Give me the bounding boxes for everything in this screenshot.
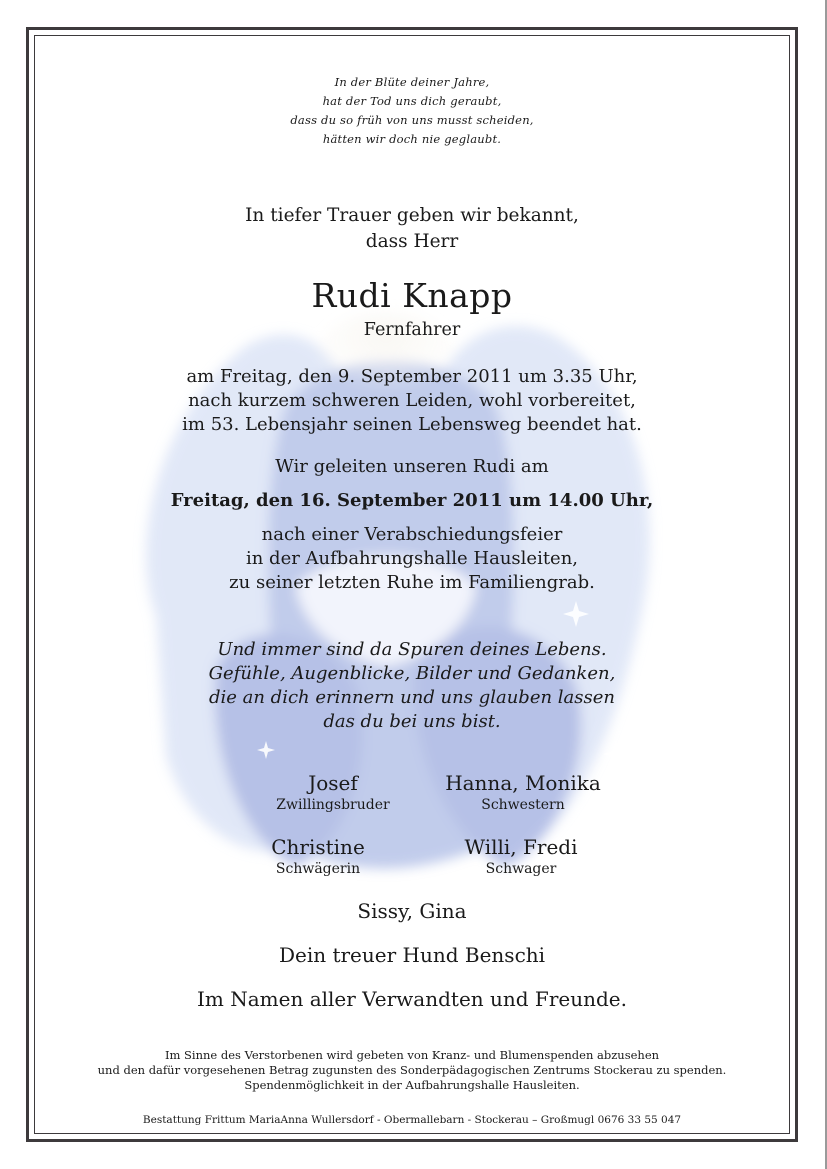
mourner-dog: Dein treuer Hund Benschi [278, 943, 546, 967]
announcement [34, 203, 790, 255]
mourner-relation: Schwager [485, 861, 557, 877]
memorial-line: Gefühle, Augenblicke, Bilder und Gedanken, [208, 663, 616, 684]
opening-poem [34, 73, 790, 149]
mourner-names: Christine [271, 835, 365, 859]
funeral-details [34, 523, 790, 595]
memorial-verse [34, 638, 790, 734]
death-notice-line: nach kurzem schweren Leiden, wohl vorbereitet, [188, 390, 636, 411]
mourner-relation: Schwägerin [275, 861, 361, 877]
poem-line: In der Blüte deiner Jahre, [334, 75, 490, 89]
mourner-relatives: Im Namen aller Verwandten und Freunde. [197, 987, 627, 1011]
funeral-detail-line: nach einer Verabschiedungsfeier [261, 524, 563, 545]
memorial-line: die an dich erinnern und uns glauben lassen [208, 687, 616, 708]
funeral-detail-line: in der Aufbahrungshalle Hausleiten, [245, 548, 579, 569]
funeral-home-footer: Bestattung Frittum MariaAnna Wullersdorf - Obermallebarn - Stockerau – Großmugl 0676 33 55 047 [142, 1114, 682, 1126]
memorial-line: Und immer sind da Spuren deines Lebens. [217, 639, 607, 660]
mourner-relation: Zwillingsbruder [276, 797, 390, 813]
mourner-names: Willi, Fredi [464, 835, 578, 859]
donation-line: Im Sinne des Verstorbenen wird gebeten von Kranz- und Blumenspenden abzusehen [164, 1048, 660, 1062]
announcement-line: In tiefer Trauer geben wir bekannt, [245, 205, 579, 226]
death-notice-line: im 53. Lebensjahr seinen Lebensweg beendet hat. [182, 414, 642, 435]
announcement-line: dass Herr [365, 231, 459, 252]
donation-line: und den dafür vorgesehenen Betrag zugunsten des Sonderpädagogischen Zentrums Stockerau zu spenden. [97, 1063, 727, 1077]
memorial-line: das du bei uns bist. [323, 711, 501, 732]
mourner-relation: Schwestern [481, 797, 565, 813]
funeral-date: Freitag, den 16. September 2011 um 14.00 Uhr, [170, 490, 654, 511]
mourner-sissy-gina: Sissy, Gina [357, 899, 467, 923]
funeral-intro: Wir geleiten unseren Rudi am [275, 456, 549, 477]
poem-line: hat der Tod uns dich geraubt, [322, 94, 502, 108]
funeral-detail-line: zu seiner letzten Ruhe im Familiengrab. [229, 572, 595, 593]
deceased-profession: Fernfahrer [363, 320, 461, 340]
deceased-name: Rudi Knapp [311, 276, 513, 315]
mourner-hanna-monika [403, 770, 643, 814]
mourner-names: Hanna, Monika [445, 771, 601, 795]
donation-note [34, 1048, 790, 1093]
death-notice [34, 365, 790, 437]
poem-line: dass du so früh von uns musst scheiden, [290, 113, 534, 127]
mourner-willi-fredi [401, 834, 641, 878]
donation-line: Spendenmöglichkeit in der Aufbahrungshalle Hausleiten. [244, 1078, 580, 1092]
mourner-names: Josef [308, 771, 358, 795]
death-notice-line: am Freitag, den 9. September 2011 um 3.35 Uhr, [186, 366, 638, 387]
poem-line: hätten wir doch nie geglaubt. [322, 132, 502, 146]
